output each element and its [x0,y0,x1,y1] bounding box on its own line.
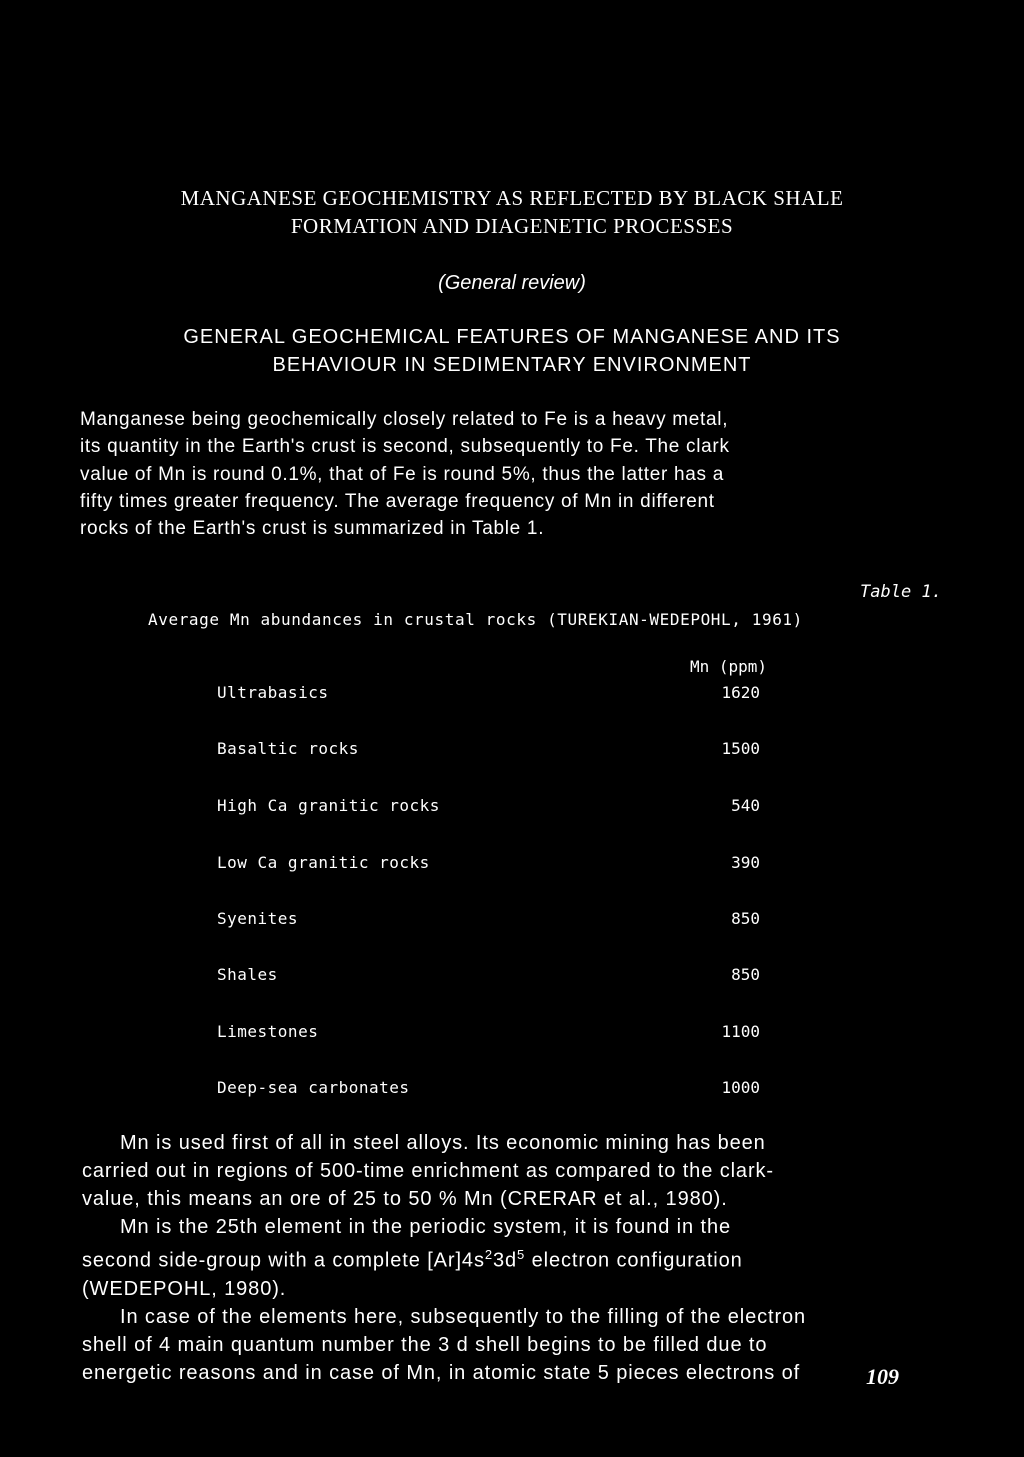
body-line: shell of 4 main quantum number the 3 d shell begins to be filled due to [82,1333,768,1356]
electron-config-mid: 3d [493,1249,518,1272]
electron-config-prefix: second side-group with a complete [Ar]4s [82,1249,485,1272]
table-column-header: Mn (ppm) [690,657,768,676]
table-row-label: Syenites [217,909,299,928]
intro-line: Manganese being geochemically closely related to Fe is a heavy metal, [80,409,729,430]
body-line: energetic reasons and in case of Mn, in atomic state 5 pieces electrons of [82,1361,801,1384]
table-row-label: Limestones [217,1022,319,1041]
intro-line: its quantity in the Earth's crust is second, subsequently to Fe. The clark [80,436,730,458]
superscript-2: 2 [484,1247,493,1262]
table-label: Table 1. [860,582,942,602]
table-row-label: High Ca granitic rocks [217,796,440,815]
body-line: Mn is the 25th element in the periodic system, it is found in the [120,1216,732,1238]
body-line: value, this means an ore of 25 to 50 % Mn (CRERAR et al., 1980). [82,1188,728,1210]
intro-line: rocks of the Earth's crust is summarized in Table 1. [80,518,545,540]
document-title-line-2: FORMATION AND DIAGENETIC PROCESSES [290,214,734,238]
document-title-line-1: MANGANESE GEOCHEMISTRY AS REFLECTED BY BLACK SHALE [180,186,844,210]
table-row-value: 850 [731,965,760,984]
table-row-label: Low Ca granitic rocks [217,853,430,872]
body-line-electron-config [82,1241,948,1275]
section-heading-line-2: BEHAVIOUR IN SEDIMENTARY ENVIRONMENT [272,354,752,376]
body-line: carried out in regions of 500-time enrichment as compared to the clark- [82,1160,774,1182]
body-line: In case of the elements here, subsequently to the filling of the electron [120,1305,807,1328]
table-row-value: 1500 [721,739,760,758]
table-row-label: Basaltic rocks [217,739,359,758]
electron-config-suffix: electron configuration [525,1249,743,1272]
intro-paragraph [80,406,942,542]
table-row-value: 540 [731,796,760,815]
page-number: 109 [866,1364,899,1389]
table-row-label: Deep-sea carbonates [217,1078,410,1097]
table-caption: Average Mn abundances in crustal rocks (TUREKIAN-WEDEPOHL, 1961) [148,610,803,629]
table-row-value: 1000 [721,1078,760,1097]
table-row-label: Shales [217,965,278,984]
table-row-value: 1620 [721,683,760,702]
table-row-label: Ultrabasics [217,683,329,702]
intro-line: value of Mn is round 0.1%, that of Fe is round 5%, thus the latter has a [80,463,724,485]
section-heading-line-1: GENERAL GEOCHEMICAL FEATURES OF MANGANESE AND ITS [183,326,841,348]
table-row-value: 1100 [721,1022,760,1041]
body-line: Mn is used first of all in steel alloys. Its economic mining has been [120,1132,766,1154]
body-line: (WEDEPOHL, 1980). [82,1277,287,1300]
table-row-value: 850 [731,909,760,928]
intro-line: fifty times greater frequency. The average frequency of Mn in different [80,490,715,512]
superscript-5: 5 [517,1247,526,1262]
document-subtitle: (General review) [438,272,586,294]
body-text [82,1129,948,1387]
table-row-value: 390 [731,853,760,872]
